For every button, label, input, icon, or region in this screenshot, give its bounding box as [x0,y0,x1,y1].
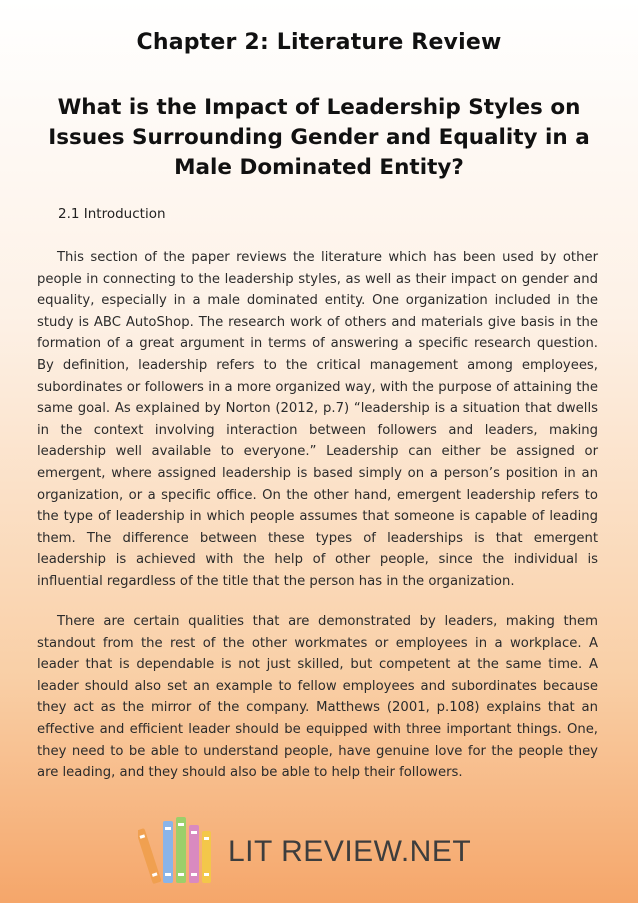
logo-text: LIT REVIEW.NET [228,835,472,868]
main-title: What is the Impact of Leadership Styles on Issues Surrounding Gender and Equality in a Male Dominated Entity? [48,95,590,180]
site-logo [138,815,488,887]
chapter-title: Chapter 2: Literature Review [136,30,502,55]
paragraph-1: This section of the paper reviews the literature which has been used by other people in connecting to the leadership styles, as well as their impact on gender and equality, especially in a male dominated entity. One organization included in the study is ABC AutoShop. The research work of others and materials give basis in the formation of a great argument in terms of answering a specific research question. By definition, leadership refers to the critical management among employees, subordinates or followers in a more organized way, with the purpose of attaining the same goal. As explained by Norton (2012, p.7) “leadership is a situation that dwells in the context involving interaction between followers and leaders, making leadership well available to everyone.” Leadership can either be assigned or emergent, where assigned leadership is based simply on a person’s position in an organization, or a specific office. On the other hand, emergent leadership refers to the type of leadership in which people assumes that someone is capable of leading them. The difference between these types of leaderships is that emergent leadership is achieved with the help of other people, since the individual is influential regardless of the title that the person has in the organization. [37,250,598,589]
books-icon [138,815,218,887]
paragraph-2: There are certain qualities that are demonstrated by leaders, making them standout from the rest of the other workmates or employees in a workplace. A leader that is dependable is not just skilled, but competent at the same time. A leader should also set an example to fellow employees and subordinates because they act as the mirror of the company. Matthews (2001, p.108) explains that an effective and efficient leader should be equipped with three important things. One, they need to be able to understand people, have genuine love for the people they are leading, and they should also be able to help their followers. [37,614,598,781]
section-heading: 2.1 Introduction [58,206,166,222]
